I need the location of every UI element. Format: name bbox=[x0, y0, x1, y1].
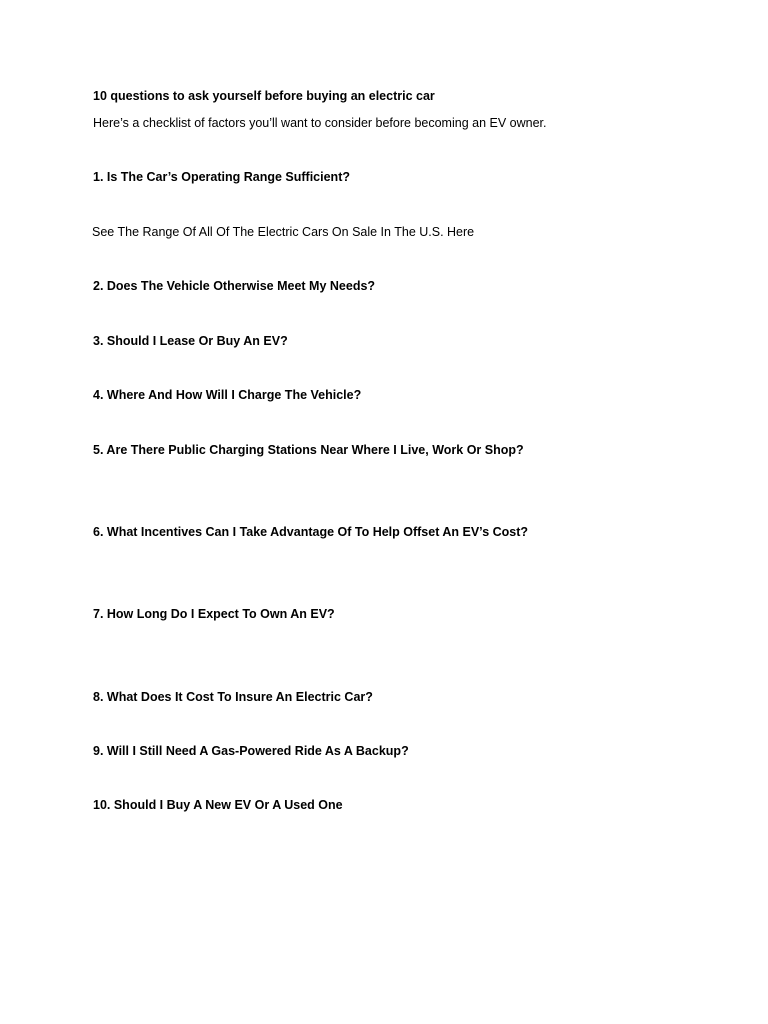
question-7: 7. How Long Do I Expect To Own An EV? bbox=[93, 607, 335, 621]
document-subtitle: Here’s a checklist of factors you’ll want to consider before becoming an EV owner. bbox=[93, 116, 547, 130]
question-8: 8. What Does It Cost To Insure An Electric Car? bbox=[93, 690, 373, 704]
question-3: 3. Should I Lease Or Buy An EV? bbox=[93, 334, 288, 348]
question-5: 5. Are There Public Charging Stations Near Where I Live, Work Or Shop? bbox=[93, 443, 524, 457]
question-4: 4. Where And How Will I Charge The Vehicle? bbox=[93, 388, 362, 402]
question-10: 10. Should I Buy A New EV Or A Used One bbox=[93, 798, 343, 812]
question-1: 1. Is The Car’s Operating Range Sufficient? bbox=[93, 170, 350, 184]
document-title: 10 questions to ask yourself before buying an electric car bbox=[93, 89, 435, 103]
range-link-text: See The Range Of All Of The Electric Cars On Sale In The U.S. Here bbox=[92, 225, 475, 239]
question-9: 9. Will I Still Need A Gas-Powered Ride As A Backup? bbox=[93, 744, 409, 758]
question-6: 6. What Incentives Can I Take Advantage Of To Help Offset An EV’s Cost? bbox=[93, 525, 529, 539]
question-2: 2. Does The Vehicle Otherwise Meet My Needs? bbox=[93, 279, 376, 293]
